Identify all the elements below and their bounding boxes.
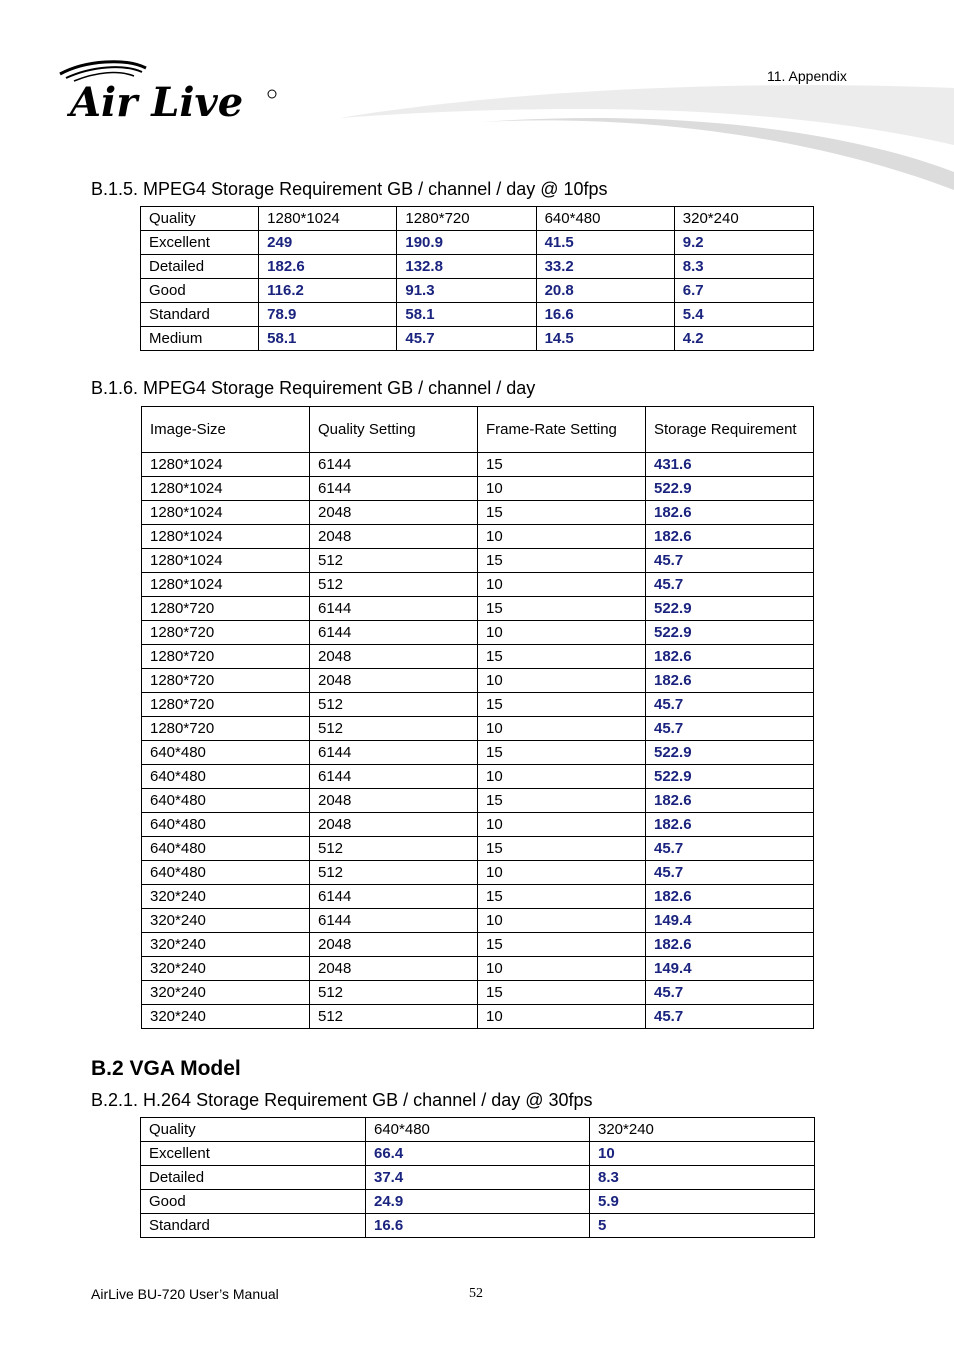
logo-wordmark: Air Live bbox=[70, 79, 244, 126]
table-row bbox=[142, 549, 814, 573]
row-label-cell: 640*480 bbox=[142, 837, 310, 861]
table-cell: 41.5 bbox=[536, 231, 674, 255]
table-cell: 15 bbox=[478, 549, 646, 573]
row-label-cell: 1280*1024 bbox=[142, 573, 310, 597]
table-row bbox=[142, 477, 814, 501]
table-cell: 24.9 bbox=[366, 1190, 590, 1214]
table-cell: 149.4 bbox=[646, 957, 814, 981]
row-label-cell: 320*240 bbox=[142, 909, 310, 933]
table-row bbox=[141, 1214, 815, 1238]
table-cell: 10 bbox=[478, 669, 646, 693]
table-cell: 182.6 bbox=[646, 789, 814, 813]
table-cell: 512 bbox=[310, 549, 478, 573]
table-cell: 15 bbox=[478, 645, 646, 669]
row-label-cell: Detailed bbox=[141, 1166, 366, 1190]
row-label-cell: Excellent bbox=[141, 1142, 366, 1166]
table-row bbox=[142, 453, 814, 477]
row-label-cell: 320*240 bbox=[142, 933, 310, 957]
table-cell: 78.9 bbox=[259, 303, 397, 327]
table-cell: 45.7 bbox=[646, 717, 814, 741]
table-cell: 15 bbox=[478, 693, 646, 717]
row-label-cell: 1280*1024 bbox=[142, 453, 310, 477]
table-cell: 182.6 bbox=[646, 885, 814, 909]
row-label-cell: 320*240 bbox=[142, 981, 310, 1005]
table-row bbox=[142, 669, 814, 693]
table-cell: 182.6 bbox=[646, 669, 814, 693]
table-cell: 8.3 bbox=[590, 1166, 815, 1190]
table-cell: 10 bbox=[478, 525, 646, 549]
table-cell: 2048 bbox=[310, 957, 478, 981]
table-row bbox=[142, 957, 814, 981]
table-row bbox=[142, 813, 814, 837]
table-cell: 512 bbox=[310, 1005, 478, 1029]
row-label-cell: 1280*720 bbox=[142, 645, 310, 669]
column-header: Quality bbox=[141, 1118, 366, 1142]
column-header: Storage Requirement bbox=[646, 407, 814, 453]
table-cell: 45.7 bbox=[646, 861, 814, 885]
row-label-cell: Excellent bbox=[141, 231, 259, 255]
row-label-cell: 640*480 bbox=[142, 765, 310, 789]
table-cell: 10 bbox=[478, 861, 646, 885]
table-row bbox=[142, 645, 814, 669]
table-cell: 10 bbox=[590, 1142, 815, 1166]
table-cell: 15 bbox=[478, 501, 646, 525]
table-cell: 182.6 bbox=[646, 933, 814, 957]
table-header-row bbox=[141, 1118, 815, 1142]
airlive-logo bbox=[56, 58, 286, 126]
chapter-label: 11. Appendix bbox=[767, 68, 847, 84]
column-header: 320*240 bbox=[674, 207, 813, 231]
row-label-cell: Standard bbox=[141, 1214, 366, 1238]
table-cell: 116.2 bbox=[259, 279, 397, 303]
row-label-cell: 1280*720 bbox=[142, 621, 310, 645]
table-cell: 6144 bbox=[310, 741, 478, 765]
table-row bbox=[142, 933, 814, 957]
table-row bbox=[142, 885, 814, 909]
table-cell: 33.2 bbox=[536, 255, 674, 279]
table-cell: 512 bbox=[310, 837, 478, 861]
table-cell: 15 bbox=[478, 597, 646, 621]
row-label-cell: 320*240 bbox=[142, 1005, 310, 1029]
table-h264-30fps bbox=[140, 1117, 815, 1238]
section-1-caption: B.1.5. MPEG4 Storage Requirement GB / channel / day @ 10fps bbox=[91, 179, 608, 199]
column-header: Image-Size bbox=[142, 407, 310, 453]
table-cell: 522.9 bbox=[646, 597, 814, 621]
table-row bbox=[142, 573, 814, 597]
column-header: 640*480 bbox=[536, 207, 674, 231]
table-header-row bbox=[142, 407, 814, 453]
section-heading-vga: B.2 VGA Model bbox=[91, 1057, 241, 1080]
table-cell: 15 bbox=[478, 885, 646, 909]
row-label-cell: Standard bbox=[141, 303, 259, 327]
column-header: 1280*720 bbox=[397, 207, 536, 231]
row-label-cell: 1280*720 bbox=[142, 717, 310, 741]
table-cell: 10 bbox=[478, 717, 646, 741]
table-row bbox=[142, 861, 814, 885]
table-row bbox=[142, 501, 814, 525]
column-header: Quality Setting bbox=[310, 407, 478, 453]
table-header-row bbox=[141, 207, 814, 231]
table-cell: 522.9 bbox=[646, 765, 814, 789]
table-row bbox=[142, 789, 814, 813]
table-cell: 522.9 bbox=[646, 621, 814, 645]
table-row bbox=[142, 741, 814, 765]
table-cell: 15 bbox=[478, 453, 646, 477]
row-label-cell: Detailed bbox=[141, 255, 259, 279]
table-row bbox=[142, 765, 814, 789]
column-header: Frame-Rate Setting bbox=[478, 407, 646, 453]
table-cell: 2048 bbox=[310, 669, 478, 693]
table-cell: 15 bbox=[478, 981, 646, 1005]
row-label-cell: 1280*720 bbox=[142, 669, 310, 693]
table-cell: 512 bbox=[310, 717, 478, 741]
column-header: Quality bbox=[141, 207, 259, 231]
table-cell: 5 bbox=[590, 1214, 815, 1238]
column-header: 320*240 bbox=[590, 1118, 815, 1142]
table-cell: 2048 bbox=[310, 525, 478, 549]
column-header: 1280*1024 bbox=[259, 207, 397, 231]
table-cell: 182.6 bbox=[646, 525, 814, 549]
row-label-cell: Good bbox=[141, 1190, 366, 1214]
table-cell: 6144 bbox=[310, 597, 478, 621]
table-row bbox=[141, 303, 814, 327]
table-cell: 182.6 bbox=[259, 255, 397, 279]
table-row bbox=[141, 327, 814, 351]
row-label-cell: 1280*720 bbox=[142, 693, 310, 717]
table-cell: 45.7 bbox=[646, 1005, 814, 1029]
table-cell: 512 bbox=[310, 573, 478, 597]
table-cell: 6144 bbox=[310, 621, 478, 645]
table-cell: 5.4 bbox=[674, 303, 813, 327]
table-cell: 10 bbox=[478, 477, 646, 501]
table-cell: 5.9 bbox=[590, 1190, 815, 1214]
table-cell: 2048 bbox=[310, 933, 478, 957]
table-cell: 66.4 bbox=[366, 1142, 590, 1166]
row-label-cell: 1280*1024 bbox=[142, 525, 310, 549]
section-3-caption: B.2.1. H.264 Storage Requirement GB / channel / day @ 30fps bbox=[91, 1090, 593, 1110]
table-row bbox=[141, 1190, 815, 1214]
table-cell: 9.2 bbox=[674, 231, 813, 255]
table-cell: 15 bbox=[478, 837, 646, 861]
table-cell: 512 bbox=[310, 981, 478, 1005]
table-cell: 6144 bbox=[310, 477, 478, 501]
row-label-cell: 1280*1024 bbox=[142, 549, 310, 573]
row-label-cell: 1280*1024 bbox=[142, 477, 310, 501]
table-cell: 10 bbox=[478, 765, 646, 789]
row-label-cell: 640*480 bbox=[142, 741, 310, 765]
table-cell: 182.6 bbox=[646, 813, 814, 837]
table-row bbox=[142, 525, 814, 549]
column-header: 640*480 bbox=[366, 1118, 590, 1142]
table-cell: 6144 bbox=[310, 909, 478, 933]
table-cell: 16.6 bbox=[366, 1214, 590, 1238]
table-row bbox=[142, 1005, 814, 1029]
table-cell: 522.9 bbox=[646, 741, 814, 765]
table-cell: 182.6 bbox=[646, 501, 814, 525]
table-row bbox=[141, 1142, 815, 1166]
table-row bbox=[142, 981, 814, 1005]
table-cell: 14.5 bbox=[536, 327, 674, 351]
table-row bbox=[142, 837, 814, 861]
table-cell: 58.1 bbox=[259, 327, 397, 351]
table-row bbox=[142, 909, 814, 933]
table-cell: 6144 bbox=[310, 453, 478, 477]
table-cell: 522.9 bbox=[646, 477, 814, 501]
table-cell: 149.4 bbox=[646, 909, 814, 933]
table-cell: 45.7 bbox=[646, 549, 814, 573]
table-cell: 6.7 bbox=[674, 279, 813, 303]
table-cell: 2048 bbox=[310, 813, 478, 837]
table-cell: 4.2 bbox=[674, 327, 813, 351]
table-cell: 6144 bbox=[310, 765, 478, 789]
table-cell: 10 bbox=[478, 813, 646, 837]
table-cell: 249 bbox=[259, 231, 397, 255]
footer-manual-title: AirLive BU-720 User’s Manual bbox=[91, 1286, 279, 1302]
table-cell: 15 bbox=[478, 789, 646, 813]
table-cell: 16.6 bbox=[536, 303, 674, 327]
table-cell: 182.6 bbox=[646, 645, 814, 669]
table-cell: 8.3 bbox=[674, 255, 813, 279]
table-cell: 20.8 bbox=[536, 279, 674, 303]
row-label-cell: 320*240 bbox=[142, 885, 310, 909]
table-row bbox=[141, 279, 814, 303]
table-cell: 10 bbox=[478, 957, 646, 981]
table-cell: 512 bbox=[310, 693, 478, 717]
table-cell: 91.3 bbox=[397, 279, 536, 303]
row-label-cell: 1280*720 bbox=[142, 597, 310, 621]
row-label-cell: 640*480 bbox=[142, 813, 310, 837]
table-row bbox=[141, 255, 814, 279]
table-mpeg4-10fps bbox=[140, 206, 814, 351]
table-cell: 15 bbox=[478, 933, 646, 957]
table-cell: 10 bbox=[478, 621, 646, 645]
table-row bbox=[141, 1166, 815, 1190]
table-cell: 58.1 bbox=[397, 303, 536, 327]
section-2-caption: B.1.6. MPEG4 Storage Requirement GB / channel / day bbox=[91, 378, 536, 398]
table-cell: 512 bbox=[310, 861, 478, 885]
row-label-cell: 640*480 bbox=[142, 789, 310, 813]
table-cell: 45.7 bbox=[646, 693, 814, 717]
table-mpeg4-settings bbox=[141, 406, 814, 1029]
table-cell: 15 bbox=[478, 741, 646, 765]
row-label-cell: 640*480 bbox=[142, 861, 310, 885]
table-cell: 2048 bbox=[310, 789, 478, 813]
table-row bbox=[141, 231, 814, 255]
table-cell: 45.7 bbox=[397, 327, 536, 351]
table-row bbox=[142, 717, 814, 741]
table-cell: 10 bbox=[478, 909, 646, 933]
footer-page-number: 52 bbox=[469, 1286, 483, 1301]
row-label-cell: 320*240 bbox=[142, 957, 310, 981]
table-cell: 10 bbox=[478, 573, 646, 597]
table-cell: 431.6 bbox=[646, 453, 814, 477]
table-cell: 37.4 bbox=[366, 1166, 590, 1190]
table-row bbox=[142, 693, 814, 717]
table-cell: 10 bbox=[478, 1005, 646, 1029]
table-cell: 45.7 bbox=[646, 573, 814, 597]
table-cell: 190.9 bbox=[397, 231, 536, 255]
table-cell: 132.8 bbox=[397, 255, 536, 279]
row-label-cell: 1280*1024 bbox=[142, 501, 310, 525]
table-row bbox=[142, 597, 814, 621]
row-label-cell: Medium bbox=[141, 327, 259, 351]
table-cell: 2048 bbox=[310, 501, 478, 525]
table-cell: 45.7 bbox=[646, 981, 814, 1005]
table-cell: 2048 bbox=[310, 645, 478, 669]
table-row bbox=[142, 621, 814, 645]
table-cell: 6144 bbox=[310, 885, 478, 909]
table-cell: 45.7 bbox=[646, 837, 814, 861]
row-label-cell: Good bbox=[141, 279, 259, 303]
